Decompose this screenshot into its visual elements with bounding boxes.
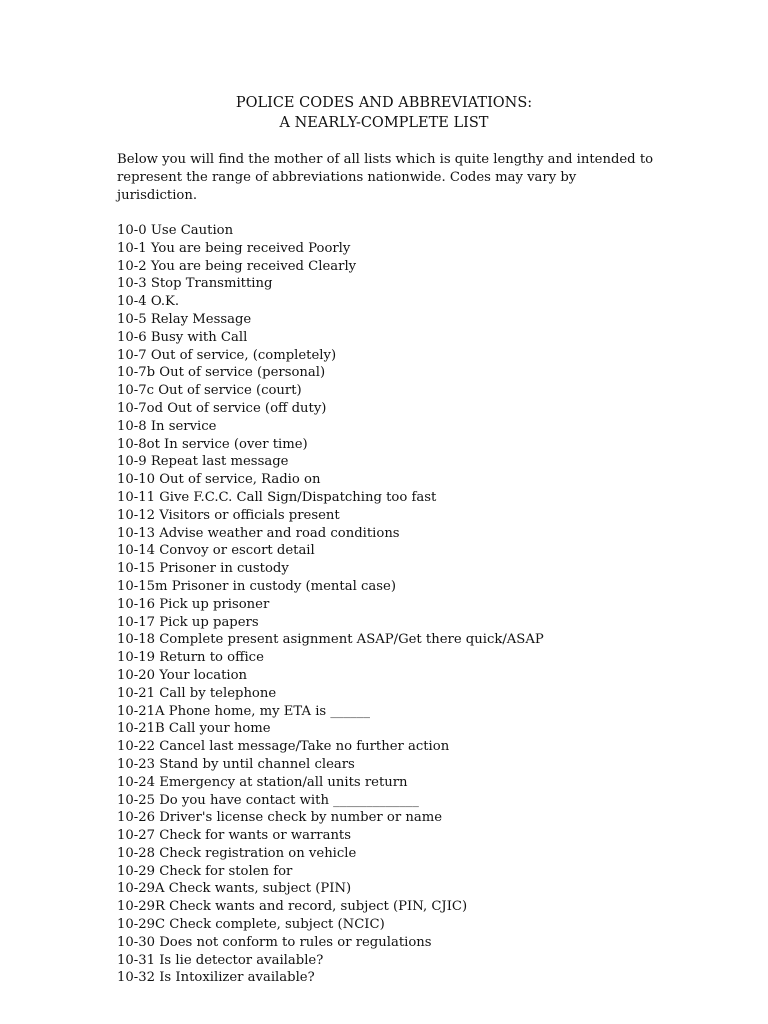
codes-list (117, 222, 544, 987)
code-list-item: 10-26 Driver's license check by number or name (117, 810, 442, 826)
code-list-item: 10-7c Out of service (court) (117, 383, 302, 399)
code-list-item: 10-3 Stop Transmitting (117, 276, 273, 292)
code-list-item: 10-15m Prisoner in custody (mental case) (117, 578, 396, 594)
code-list-item: 10-22 Cancel last message/Take no further action (117, 739, 450, 755)
code-list-item: 10-7b Out of service (personal) (117, 365, 326, 381)
code-list-item: 10-20 Your location (117, 667, 248, 683)
intro-line: represent the range of abbreviations nationwide. Codes may vary by (117, 170, 577, 186)
document-title-line-2: A NEARLY-COMPLETE LIST (279, 115, 489, 131)
code-list-item: 10-23 Stand by until channel clears (117, 756, 355, 772)
intro-line: jurisdiction. (117, 188, 198, 204)
code-list-item: 10-7od Out of service (off duty) (117, 400, 327, 416)
document-title-line-1: POLICE CODES AND ABBREVIATIONS: (235, 95, 533, 111)
code-list-item: 10-7 Out of service, (completely) (117, 347, 337, 363)
code-list-item: 10-21B Call your home (117, 721, 271, 737)
code-list-item: 10-29R Check wants and record, subject (PIN, CJIC) (117, 899, 468, 915)
code-list-item: 10-1 You are being received Poorly (117, 240, 351, 256)
code-list-item: 10-31 Is lie detector available? (117, 952, 324, 968)
code-list-item: 10-32 Is Intoxilizer available? (117, 970, 315, 986)
code-list-item: 10-13 Advise weather and road conditions (117, 525, 400, 541)
code-list-item: 10-14 Convoy or escort detail (117, 543, 315, 559)
intro-line: Below you will find the mother of all lists which is quite lengthy and intended to (117, 152, 654, 167)
code-list-item: 10-21A Phone home, my ETA is ______ (117, 703, 370, 719)
code-list-item: 10-10 Out of service, Radio on (117, 472, 321, 488)
code-list-item: 10-0 Use Caution (117, 223, 234, 238)
code-list-item: 10-4 O.K. (117, 294, 180, 310)
code-list-item: 10-12 Visitors or officials present (117, 507, 340, 523)
code-list-item: 10-15 Prisoner in custody (117, 561, 289, 577)
code-list-item: 10-28 Check registration on vehicle (117, 845, 357, 861)
code-list-item: 10-2 You are being received Clearly (117, 258, 357, 274)
code-list-item: 10-8 In service (117, 418, 217, 434)
code-list-item: 10-5 Relay Message (117, 311, 252, 327)
code-list-item: 10-25 Do you have contact with _____________ (117, 792, 419, 808)
code-list-item: 10-6 Busy with Call (117, 329, 248, 345)
code-list-item: 10-8ot In service (over time) (117, 436, 308, 452)
code-list-item: 10-11 Give F.C.C. Call Sign/Dispatching too fast (117, 489, 437, 505)
intro-paragraph (117, 151, 677, 206)
code-list-item: 10-16 Pick up prisoner (117, 596, 270, 612)
code-list-item: 10-17 Pick up papers (117, 614, 259, 630)
code-list-item: 10-24 Emergency at station/all units return (117, 774, 408, 790)
code-list-item: 10-21 Call by telephone (117, 685, 277, 701)
code-list-item: 10-29A Check wants, subject (PIN) (117, 881, 352, 897)
code-list-item: 10-19 Return to office (117, 650, 264, 666)
code-list-item: 10-18 Complete present asignment ASAP/Get there quick/ASAP (117, 632, 544, 648)
code-list-item: 10-29 Check for stolen for (117, 863, 293, 879)
code-list-item: 10-9 Repeat last message (117, 454, 289, 470)
code-list-item: 10-27 Check for wants or warrants (117, 828, 352, 844)
code-list-item: 10-29C Check complete, subject (NCIC) (117, 917, 385, 933)
code-list-item: 10-30 Does not conform to rules or regulations (117, 934, 432, 950)
